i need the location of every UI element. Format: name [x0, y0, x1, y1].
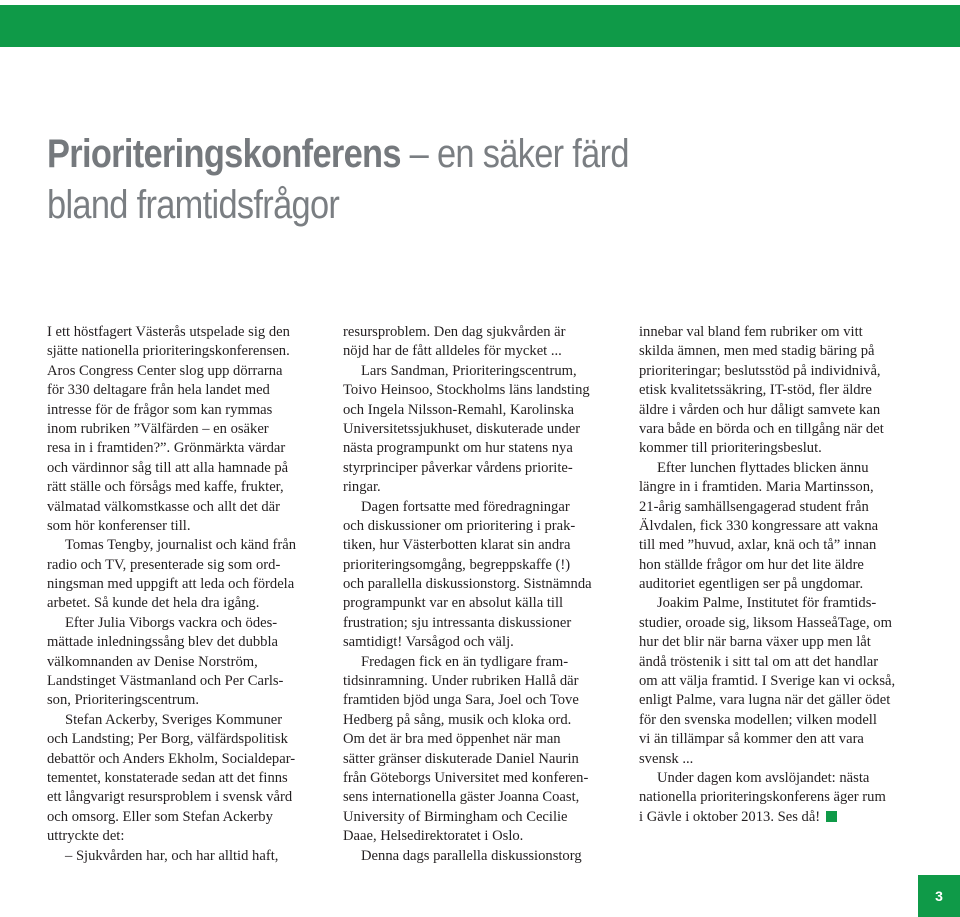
text-line: vara både en börda och en tillgång när det	[639, 420, 884, 437]
title-subtitle-line2: bland framtidsfrågor	[47, 183, 340, 227]
text-line: ringar.	[343, 479, 381, 496]
text-line: arbetet. Så kunde det hela dra igång.	[47, 595, 260, 612]
text-line: äldre i vården och hur dåligt samvete kan	[639, 401, 881, 418]
text-line: vi än tillämpar så kommer den att vara	[639, 731, 864, 748]
text-line: resursproblem. Den dag sjukvården är	[343, 324, 566, 340]
text-line: och omsorg. Eller som Stefan Ackerby	[47, 808, 273, 825]
text-line: Tomas Tengby, journalist och känd från	[65, 537, 296, 554]
text-line: Lars Sandman, Prioriteringscentrum,	[361, 362, 577, 379]
text-line: Stefan Ackerby, Sveriges Kommuner	[65, 711, 283, 728]
title-main: Prioriteringskonferens	[47, 132, 401, 176]
text-line: – Sjukvården har, och har alltid haft,	[65, 847, 279, 864]
end-marker-icon	[826, 811, 837, 822]
text-line: Om det är bra med öppenhet när man	[343, 731, 561, 748]
text-line: prioriteringsomgång, begreppskaffe (!)	[343, 556, 571, 573]
text-line: frustration; sju intressanta diskussioner	[343, 614, 572, 631]
top-accent-bar	[0, 5, 960, 47]
text-line: och Ingela Nilsson-Remahl, Karolinska	[343, 401, 575, 418]
text-line: för den svenska modellen; vilken modell	[639, 711, 877, 728]
text-line: Joakim Palme, Institutet för framtids-	[657, 595, 877, 612]
text-line: och värdinnor såg till att alla hamnade på	[47, 459, 289, 476]
title-subtitle-part: – en säker färd	[400, 132, 629, 176]
text-line: i Gävle i oktober 2013. Ses då!	[639, 808, 911, 827]
text-line: Daae, Helsedirektoratet i Oslo.	[343, 828, 524, 845]
text-line: samtidigt! Varsågod och välj.	[343, 634, 514, 651]
text-line: Toivo Heinsoo, Stockholms läns landsting	[343, 382, 590, 399]
text-line: prioriteringar; beslutsstöd på individnivå,	[639, 362, 881, 379]
text-line: sens internationella gäster Joanna Coast,	[343, 789, 580, 806]
text-line: auditoriet egentligen ser på ungdomar.	[639, 576, 864, 593]
text-line: debattör och Anders Ekholm, Socialdepar-	[47, 750, 296, 767]
text-line: Fredagen fick en än tydligare fram-	[361, 653, 569, 670]
text-line: och Landsting; Per Borg, välfärdspolitisk	[47, 731, 288, 748]
text-line: Efter Julia Viborgs vackra och ödes-	[65, 614, 278, 631]
text-line: hon ställde frågor om hur det lite äldre	[639, 556, 864, 573]
text-line: välkomnanden av Denise Norström,	[47, 653, 258, 670]
text-line: och parallella diskussionstorg. Sistnämnda	[343, 576, 592, 593]
text-line: ändå tröstenik i sitt tal om att det handlar	[639, 653, 879, 670]
text-line: son, Prioriteringscentrum.	[47, 692, 199, 709]
text-line: rätt ställe och försågs med kaffe, frukter,	[47, 479, 284, 496]
text-line: resa in i framtiden?”. Grönmärkta värdar	[47, 440, 286, 457]
article-title	[47, 129, 752, 231]
text-line: etisk kvalitetssäkring, IT-stöd, fler äldre	[639, 382, 872, 399]
text-line: sjätte nationella prioriteringskonferensen.	[47, 343, 290, 360]
text-line: Aros Congress Center slog upp dörrarna	[47, 362, 283, 379]
text-line: nationella prioriteringskonferens äger rum	[639, 789, 886, 806]
text-line: tementet, konstaterade sedan att det finns	[47, 769, 288, 786]
text-line: tidsinramning. Under rubriken Hallå där	[343, 673, 579, 690]
text-column-1	[47, 323, 319, 866]
text-column-2	[343, 323, 615, 866]
text-line: intresse för de frågor som kan rymmas	[47, 401, 273, 418]
text-column-3	[639, 323, 911, 827]
text-line: från Göteborgs Universitet med konferen-	[343, 769, 589, 786]
text-line: nöjd har de fått alldeles för mycket ...	[343, 343, 562, 360]
text-line: skilda ämnen, men med stadig bäring på	[639, 343, 875, 360]
text-line: om att välja framtid. I Sverige kan vi också,	[639, 673, 896, 690]
text-line: studier, oroade sig, liksom HasseåTage, om	[639, 614, 892, 631]
text-line: mättade inledningssång blev det dubbla	[47, 634, 279, 651]
text-line: 21-årig samhällsengagerad student från	[639, 498, 869, 515]
text-line: Universitetssjukhuset, diskuterade under	[343, 420, 581, 437]
text-line: programpunkt var en absolut källa till	[343, 595, 564, 612]
text-line: till med ”huvud, axlar, knä och tå” innan	[639, 537, 877, 554]
text-line: nästa programpunkt om hur statens nya	[343, 440, 573, 457]
text-line: Landstinget Västmanland och Per Carls-	[47, 673, 284, 690]
text-line: ningsman med uppgift att leda och fördela	[47, 576, 295, 593]
text-line: styrprinciper påverkar vårdens priorite-	[343, 459, 573, 476]
text-line: svensk ...	[639, 750, 694, 767]
text-line: Hedberg på sång, musik och kloka ord.	[343, 711, 572, 728]
text-line: inom rubriken ”Välfärden – en osäker	[47, 420, 269, 437]
text-line: Efter lunchen flyttades blicken ännu	[657, 459, 869, 476]
text-line: radio och TV, presenterade sig som ord-	[47, 556, 281, 573]
text-line: sätter gränser diskuterade Daniel Naurin	[343, 750, 579, 767]
text-line: Älvdalen, fick 330 kongressare att vakna	[639, 517, 879, 534]
text-line: enligt Palme, vara lugna när det gäller ödet	[639, 692, 891, 709]
text-line: Under dagen kom avslöjandet: nästa	[657, 769, 870, 786]
text-line: och diskussioner om prioritering i prak-	[343, 517, 576, 534]
text-line: som hör konferenser till.	[47, 517, 191, 534]
text-line: innebar val bland fem rubriker om vitt	[639, 324, 863, 340]
text-line: uttryckte det:	[47, 828, 125, 845]
text-line: välmatad välkomstkasse och allt det där	[47, 498, 281, 515]
text-line: hur det blir när barna växer upp men låt	[639, 634, 871, 651]
page-number: 3	[918, 875, 960, 917]
text-line: kommer till prioriteringsbeslut.	[639, 440, 822, 457]
text-line: för 330 deltagare från hela landet med	[47, 382, 270, 399]
text-line: längre in i framtiden. Maria Martinsson,	[639, 479, 874, 496]
text-line: Denna dags parallella diskussionstorg	[361, 847, 582, 864]
text-line: I ett höstfagert Västerås utspelade sig den	[47, 324, 290, 340]
text-line: Dagen fortsatte med föredragningar	[361, 498, 570, 515]
text-line: tiken, hur Västerbotten klarat sin andra	[343, 537, 571, 554]
text-line: ett långvarigt resursproblem i svensk vård	[47, 789, 293, 806]
text-line: framtiden bjöd unga Sara, Joel och Tove	[343, 692, 579, 709]
text-line: University of Birmingham och Cecilie	[343, 808, 568, 825]
